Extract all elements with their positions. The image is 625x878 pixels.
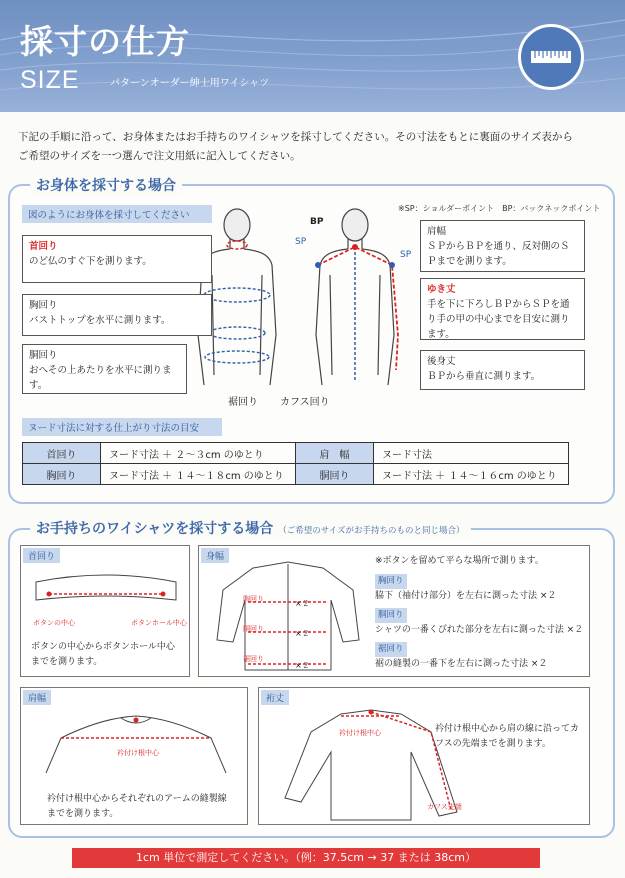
shoulder-text: 衿付け根中心からそれぞれのアームの縫製線までを測ります。 — [47, 794, 227, 819]
body-mark: ×２ — [295, 661, 310, 670]
intro-line: 下記の手順に沿って、お身体またはお手持ちのワイシャツを採寸してください。その寸法をもとに裏面のサイズ表から — [18, 131, 573, 143]
nude-measure-table — [22, 442, 569, 485]
sleeve-term: ゆき丈 — [427, 284, 456, 295]
shirt-body-box — [198, 545, 590, 677]
item-tag: 胴回り — [375, 608, 407, 623]
collar-figure — [31, 572, 181, 622]
nude-measure-bar: ヌード寸法に対する仕上がり寸法の目安 — [22, 418, 222, 436]
sleeve-fig-label: 衿付け根中心 — [339, 729, 381, 737]
page-header — [0, 0, 625, 112]
item-text: 裾の縫製の一番下を左右に測った寸法 ×２ — [375, 659, 548, 669]
shoulder-desc: ＳＰからＢＰを通り、反対側のＳＰまでを測ります。 — [427, 241, 570, 267]
body-section-title: お身体を採寸する場合 — [30, 175, 182, 195]
cuff-label: カフス回り — [280, 397, 330, 408]
body-item — [375, 642, 587, 672]
footer-note: 1cm 単位で測定してください。（例：37.5cm → 37 または 38cm） — [72, 848, 540, 868]
body-item — [375, 608, 587, 638]
page-title: 採寸の仕方 — [20, 22, 190, 61]
shirt-title-note: （ご希望のサイズがお手持ちのものと同じ場合） — [278, 526, 465, 536]
shoulder-fig-label: 衿付け根中心 — [117, 749, 159, 757]
body-fig-label: 胴回り — [243, 625, 264, 633]
neck-term: 首回り — [29, 241, 58, 252]
neck-left-note: ボタンの中心 — [33, 619, 75, 627]
hem-label: 裾回り — [228, 397, 258, 408]
item-tag: 裾回り — [375, 642, 407, 657]
shoulder-tag: 肩幅 — [23, 690, 51, 705]
sleeve-cuff-label: カフス先端 — [427, 803, 462, 811]
neck-right-note: ボタンホール中心 — [131, 619, 187, 627]
waist-desc: おへその上あたりを水平に測ります。 — [29, 365, 172, 391]
table-cell: 胸回り — [23, 464, 101, 485]
page-subtitle: パターンオーダー紳士用ワイシャツ — [110, 78, 270, 89]
body-figures — [190, 205, 425, 405]
table-cell: 肩 幅 — [296, 443, 374, 464]
sleeve-text: 衿付け根中心から肩の線に沿ってカフスの先端までを測ります。 — [435, 724, 580, 749]
sp-left-label: SP — [295, 237, 307, 247]
shirt-shoulder-box — [20, 687, 248, 825]
table-cell: 首回り — [23, 443, 101, 464]
shirt-section-title — [30, 518, 471, 538]
sp-right-label: SP — [400, 250, 412, 260]
shirt-front-figure — [213, 560, 363, 674]
table-row — [23, 443, 569, 464]
shoulder-term: 肩幅 — [427, 226, 447, 237]
waist-box — [22, 344, 187, 394]
item-text: シャツの一番くびれた部分を左右に測った寸法 ×２ — [375, 625, 584, 635]
body-instruction-bar: 図のようにお身体を採寸してください — [22, 205, 212, 223]
neck-tag: 首回り — [23, 548, 60, 563]
table-cell: ヌード寸法 ＋ １４～１８cm のゆとり — [101, 464, 296, 485]
sleeve-length-box — [420, 278, 585, 340]
shirt-sleeve-box — [258, 687, 590, 825]
body-fig-label: 胸回り — [243, 595, 264, 603]
body-lead: ※ボタンを留めて平らな場所で測ります。 — [375, 556, 544, 566]
sleeve-tag: 裄丈 — [261, 690, 289, 705]
neck-desc: のど仏のすぐ下を測ります。 — [29, 256, 152, 267]
neck-box — [22, 235, 212, 283]
item-tag: 胸回り — [375, 574, 407, 589]
table-cell: 胴回り — [296, 464, 374, 485]
abbrev-note: ※SP：ショルダーポイント BP：バックネックポイント — [398, 204, 601, 213]
intro-line: ご希望のサイズを一つ選んで注文用紙に記入してください。 — [18, 150, 301, 162]
shoulder-figure — [41, 708, 231, 778]
shirt-neck-box — [20, 545, 190, 677]
table-cell: ヌード寸法 — [374, 443, 569, 464]
chest-box — [22, 294, 212, 336]
back-desc: ＢＰから垂直に測ります。 — [427, 371, 541, 382]
body-mark: ×２ — [295, 599, 310, 608]
back-term: 後身丈 — [427, 356, 456, 367]
bp-label: BP — [310, 217, 324, 227]
item-text: 脇下（袖付け部分）を左右に測った寸法 ×２ — [375, 591, 557, 601]
tape-measure-icon — [518, 24, 584, 90]
body-fig-label: 裾回り — [243, 655, 264, 663]
intro-text — [18, 128, 608, 166]
body-mark: ×２ — [295, 629, 310, 638]
body-item — [375, 574, 587, 604]
size-label: SIZE — [20, 66, 80, 94]
sleeve-desc: 手を下に下ろしＢＰからＳＰを通り手の甲の中心までを目安に測ります。 — [427, 299, 570, 340]
back-length-box — [420, 350, 585, 390]
table-cell: ヌード寸法 ＋ １４～１６cm のゆとり — [374, 464, 569, 485]
neck-text: ボタンの中心からボタンホール中心までを測ります。 — [31, 642, 175, 667]
table-row — [23, 464, 569, 485]
chest-term: 胸回り — [29, 300, 58, 311]
waist-term: 胴回り — [29, 350, 58, 361]
shirt-title-text: お手持ちのワイシャツを採寸する場合 — [36, 521, 274, 537]
chest-desc: バストトップを水平に測ります。 — [29, 315, 171, 326]
shoulder-box — [420, 220, 585, 272]
table-cell: ヌード寸法 ＋ ２～３cm のゆとり — [101, 443, 296, 464]
body-tag: 身幅 — [201, 548, 229, 563]
